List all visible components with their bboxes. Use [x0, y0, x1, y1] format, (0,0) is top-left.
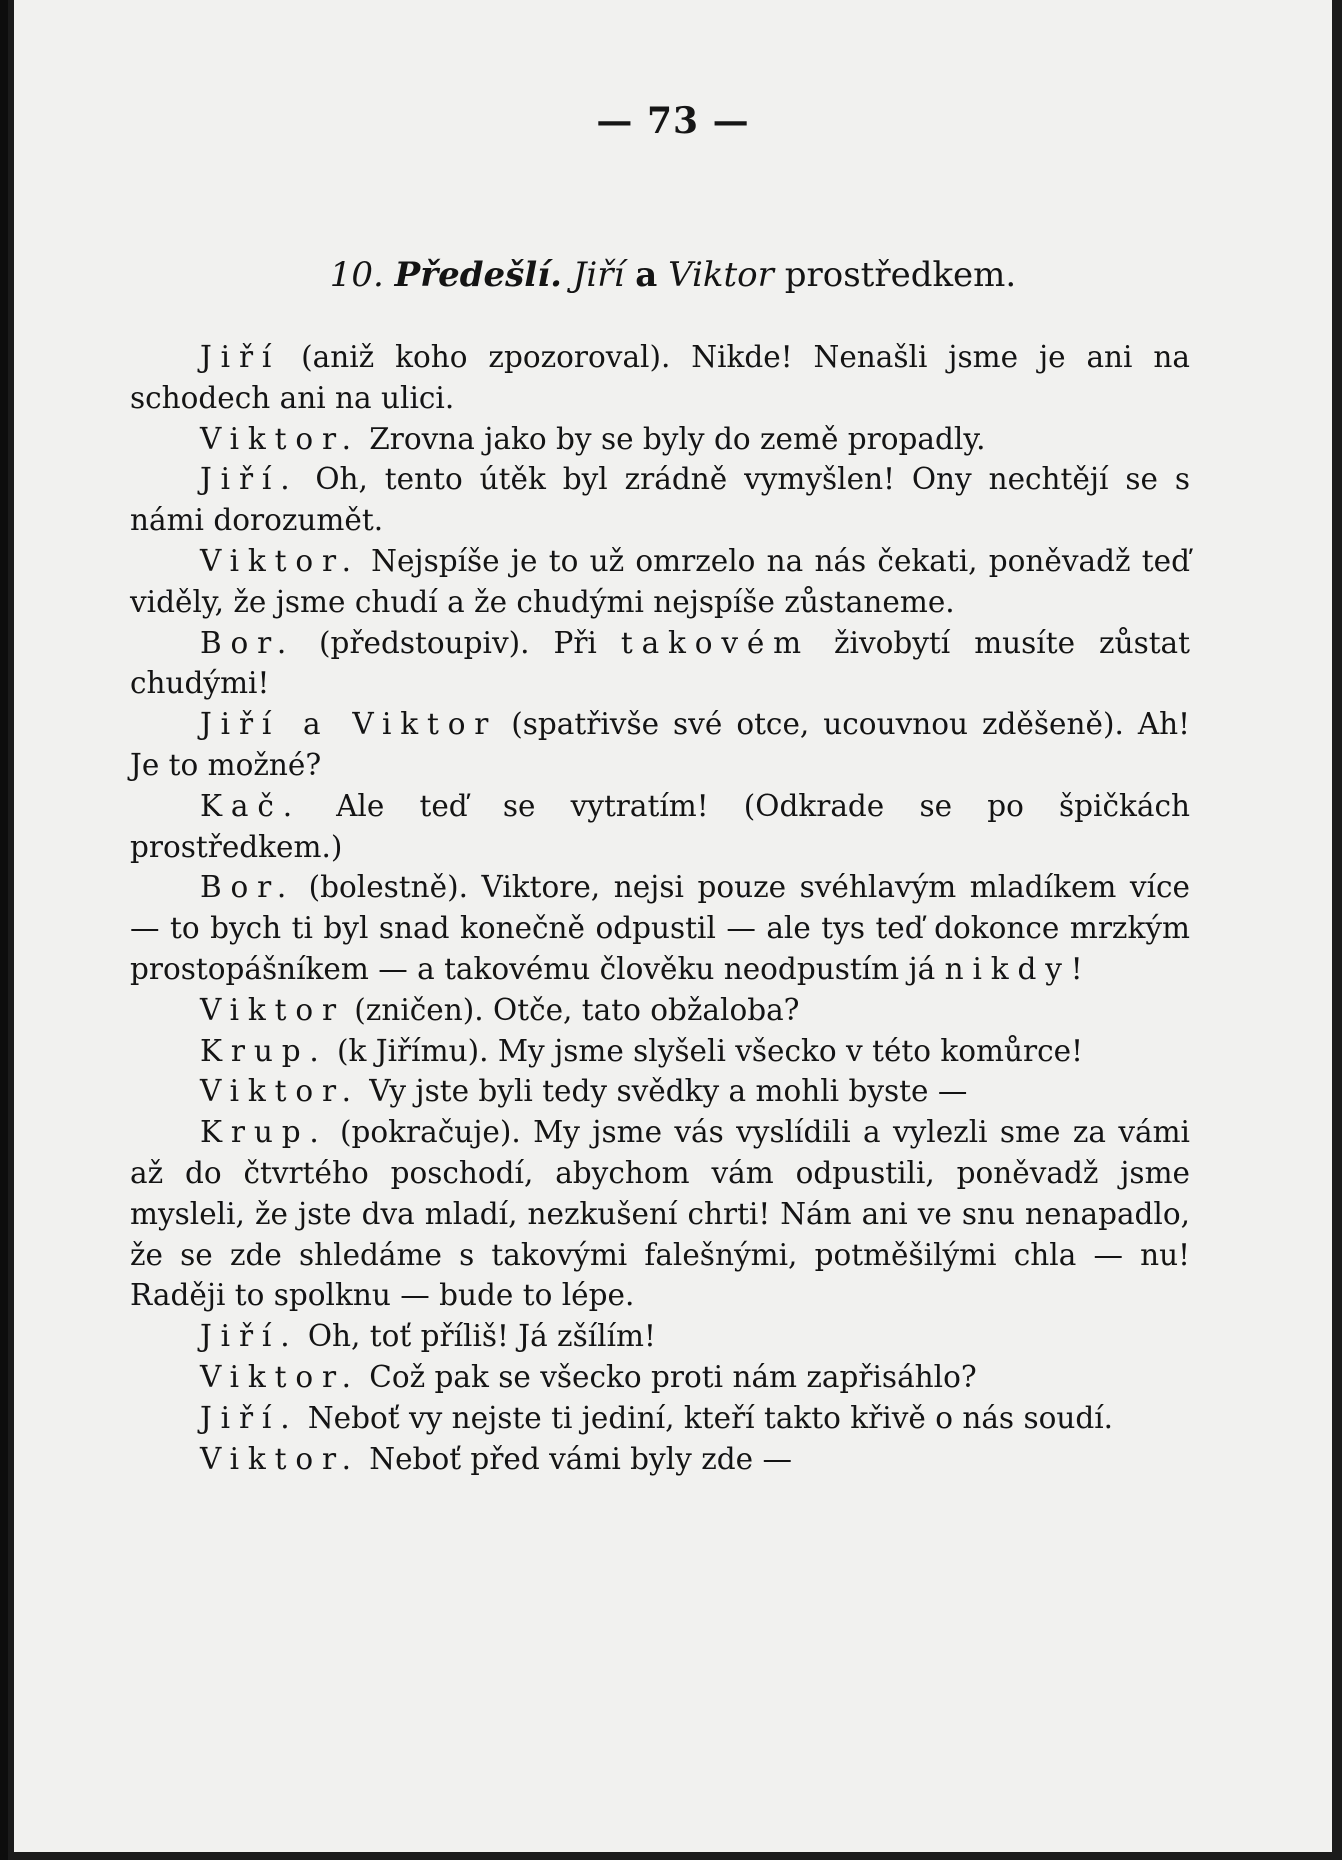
line-text: (zničen). Otče, tato obžaloba? — [344, 992, 800, 1027]
line-text: (spatřivše své otce, ucouvnou zděšeně). Ah! Je to možné? — [130, 707, 1190, 782]
dialogue-line — [130, 786, 1190, 868]
line-text: Což pak se všecko proti nám zapřisáhlo? — [359, 1359, 977, 1394]
line-text: (předstoupiv). Při — [295, 625, 621, 660]
line-text: Neboť vy nejste ti jediní, kteří takto křivě o nás soudí. — [298, 1400, 1114, 1435]
spaced-emphasis: nikdy — [944, 951, 1071, 986]
spaced-emphasis: takovém — [620, 625, 810, 660]
line-text: Vy jste byli tedy svědky a mohli byste — — [359, 1074, 968, 1109]
speaker: Jiří — [200, 340, 281, 374]
heading-jiri: Jiří — [572, 255, 625, 295]
speaker: Jiří a Viktor — [200, 707, 498, 742]
dialogue-line — [130, 337, 1190, 419]
line-text: Ale teď se vytratím! (Odkrade se po špičkách prostředkem.) — [130, 788, 1190, 864]
book-page — [14, 0, 1332, 1852]
line-text: (pokračuje). My jsme vás vyslídili a vylezli sme za vámi až do čtvrtého poschodí, abychom vám odpustili, poněvadž jsme mysleli, že jste dva mladí, nezkušení chrti! Nám ani ve snu nenapadlo, že se zde shledáme s takovými falešnými, potměšilými chla — nu! Raději to spolknu — bude to lépe. — [130, 1115, 1190, 1313]
line-text: Neboť před vámi byly zde — — [359, 1441, 792, 1476]
dialogue-line — [130, 1439, 1190, 1480]
scan-left-edge — [0, 0, 8, 1860]
speaker: Bor. — [200, 870, 296, 905]
page-number: — 73 — — [596, 100, 750, 142]
dialogue-line — [130, 1357, 1190, 1398]
speaker: Viktor. — [200, 543, 360, 578]
speaker: Krup. — [200, 1115, 328, 1150]
dialogue-line — [130, 1398, 1190, 1439]
line-text: Nejspíše je to už omrzelo na nás čekati, poněvadž teď viděly, že jsme chudí a že chudými nejspíše zůstaneme. — [130, 543, 1190, 619]
dialogue-line — [130, 867, 1190, 989]
dialogue-body — [130, 337, 1190, 1479]
speaker: Jiří. — [200, 462, 299, 497]
speaker: Viktor. — [200, 1074, 360, 1109]
speaker: Jiří. — [200, 1400, 299, 1435]
heading-center: prostředkem. — [784, 255, 1017, 295]
heading-viktor: Viktor — [668, 255, 774, 295]
line-text-end: živobytí musíte zůstat chudými! — [130, 625, 1190, 701]
speaker: Jiří. — [200, 1319, 299, 1354]
dialogue-line — [130, 541, 1190, 623]
speaker: Viktor. — [200, 1441, 360, 1476]
speaker: Krup. — [200, 1033, 328, 1068]
scene-number: 10. — [329, 255, 384, 295]
dialogue-line — [130, 459, 1190, 541]
dialogue-line — [130, 419, 1190, 460]
dialogue-line — [130, 1071, 1190, 1112]
dialogue-line — [130, 1316, 1190, 1357]
dialogue-line — [130, 704, 1190, 786]
line-text: Zrovna jako by se byly do země propadly. — [359, 421, 986, 456]
speaker: Viktor — [200, 992, 345, 1027]
scene-heading — [14, 255, 1332, 295]
line-text: (k Jiřímu). My jsme slyšeli všecko v této komůrce! — [327, 1033, 1083, 1068]
line-text-end: ! — [1070, 951, 1083, 986]
line-text: (bolestně). Viktore, nejsi pouze svéhlavým mladíkem více — to bych ti byl snad konečně odpustil — ale tys teď dokonce mrzkým prostopášníkem — a takovému člověku neodpustím já — [130, 870, 1190, 986]
heading-and: a — [635, 255, 658, 295]
dialogue-line — [130, 1112, 1190, 1316]
speaker: Viktor. — [200, 1359, 360, 1394]
line-text: (aniž koho zpozoroval). Nikde! Nenašli jsme je ani na schodech ani na ulici. — [130, 340, 1190, 415]
line-text: Oh, toť příliš! Já zšílím! — [298, 1319, 656, 1354]
dialogue-line — [130, 990, 1190, 1031]
speaker: Kač. — [200, 788, 301, 823]
line-text: Oh, tento útěk byl zrádně vymyšlen! Ony nechtějí se s námi dorozumět. — [130, 462, 1190, 538]
dialogue-line — [130, 623, 1190, 705]
heading-previous: Předešlí. — [394, 255, 562, 295]
speaker: Bor. — [200, 625, 296, 660]
dialogue-line — [130, 1031, 1190, 1072]
speaker: Viktor. — [200, 421, 360, 456]
